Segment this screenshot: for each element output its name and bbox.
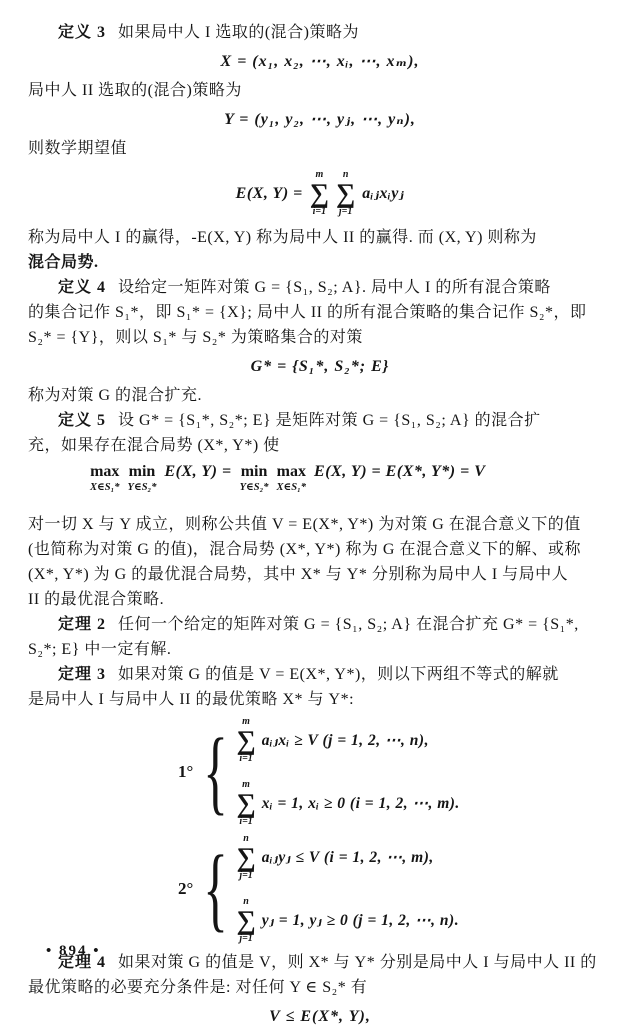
formula-g-star: G* = {S₁*, S₂*; E} — [250, 358, 390, 375]
min-operator — [128, 462, 157, 494]
min-operator-2 — [240, 462, 269, 494]
formula-v-inequality: V ≤ E(X*, Y), — [269, 1008, 371, 1025]
thm2-heading-line — [28, 612, 612, 637]
s1r2-upper: m — [242, 779, 250, 790]
expectation-formula — [28, 166, 612, 220]
sum-j-upper: n — [342, 169, 349, 180]
max-op-text: max — [90, 463, 120, 480]
def4-line3: S₂* = {Y}，则以 S₁* 与 S₂* 为策略集合的对策 — [28, 329, 363, 346]
sum-over-i-icon — [310, 169, 329, 217]
thm2-line1-text: 任何一个给定的矩阵对策 G = {S₁, S₂; A} 在混合扩充 G* = {S₁*, — [118, 616, 579, 633]
def3-line1-text: 如果局中人 I 选取的(混合)策略为 — [118, 24, 360, 41]
sum-j-lower: j=1 — [338, 206, 353, 217]
sigma-icon: ∑ — [236, 905, 256, 935]
def5-line1-text: 设 G* = {S₁*, S₂*; E} 是矩阵对策 G = {S₁, S₂; A} 的混合扩 — [118, 412, 541, 429]
def4-heading-line — [28, 275, 612, 300]
def4-line4: 称为对策 G 的混合扩充. — [28, 387, 203, 404]
inequality-system-2 — [178, 833, 612, 944]
min-op-text: min — [128, 463, 156, 480]
s2r1-upper: n — [243, 833, 249, 844]
expectation-lhs: E(X, Y) = — [235, 184, 303, 202]
def5-heading-line — [28, 408, 612, 433]
system2-label: 2° — [178, 879, 194, 898]
thm4-heading-line — [28, 950, 612, 975]
left-brace-icon: { — [203, 836, 229, 941]
system2-rows — [236, 833, 459, 944]
def4-line2: 的集合记作 S₁*，即 S₁* = {X}; 局中人 II 的所有混合策略的集合记作 S₂*，即 — [28, 304, 587, 321]
sigma-icon: ∑ — [336, 178, 356, 208]
thm3-label: 定理 3 — [58, 666, 107, 683]
s1r2-expression: xᵢ = 1, xᵢ ≥ 0 (i = 1, 2, ⋯, m). — [261, 794, 460, 812]
def5-line2: 充，如果存在混合局势 (X*, Y*) 使 — [28, 437, 280, 454]
system1-row1 — [236, 716, 459, 764]
sum-over-j-icon — [336, 169, 355, 217]
s2r2-expression: yⱼ = 1, yⱼ ≥ 0 (j = 1, 2, ⋯, n). — [261, 911, 460, 929]
s1r2-lower: i=1 — [239, 816, 253, 827]
min-op2-sub: Y∈S₂* — [239, 482, 269, 493]
s2r1-lower: j=1 — [239, 870, 253, 881]
expectation-body: aᵢⱼxᵢyⱼ — [362, 184, 405, 202]
s2r2-lower: j=1 — [239, 933, 253, 944]
thm3-line2: 是局中人 I 与局中人 II 的最优策略 X* 与 Y*: — [28, 691, 355, 708]
sum-over-i-icon — [236, 779, 255, 827]
def5-label: 定义 5 — [58, 412, 107, 429]
def5-line3: 对一切 X 与 Y 成立，则称公共值 V = E(X*, Y*) 为对策 G 在混合意义下的值 — [28, 516, 581, 533]
thm3-heading-line — [28, 662, 612, 687]
page-number: • 894 • — [46, 943, 101, 959]
max-op-sub: X∈S₁* — [90, 482, 120, 493]
s1r1-upper: m — [242, 716, 250, 727]
sigma-icon: ∑ — [236, 725, 256, 755]
max-operator-2 — [277, 462, 307, 494]
def3-label: 定义 3 — [58, 24, 107, 41]
thm3-line1-text: 如果对策 G 的值是 V = E(X*, Y*)，则以下两组不等式的解就 — [118, 666, 559, 683]
sum-over-i-icon — [236, 716, 255, 764]
def4-label: 定义 4 — [58, 279, 107, 296]
thm2-line2: S₂*; E} 中一定有解. — [28, 641, 172, 658]
def3-heading-line — [28, 20, 612, 45]
minimax-formula — [90, 462, 612, 506]
s2r2-upper: n — [243, 896, 249, 907]
formula-x-vector: X = (x₁, x₂, ⋯, xᵢ, ⋯, xₘ), — [220, 53, 420, 70]
thm2-label: 定理 2 — [58, 616, 107, 633]
s1r1-expression: aᵢⱼxᵢ ≥ V (j = 1, 2, ⋯, n), — [261, 731, 429, 749]
max-op2-text: max — [276, 463, 306, 480]
thm4-label: 定理 4 — [58, 954, 107, 971]
def5-line5: (X*, Y*) 为 G 的最优混合局势，其中 X* 与 Y* 分别称为局中人 I 与局中人 — [28, 566, 569, 583]
sum-i-upper: m — [315, 169, 324, 180]
thm4-line1-text: 如果对策 G 的值是 V，则 X* 与 Y* 分别是局中人 I 与局中人 II 的 — [118, 954, 597, 971]
min-op2-text: min — [240, 463, 268, 480]
max-operator — [90, 462, 120, 494]
thm4-line2: 最优策略的必要充分条件是: 对任何 Y ∈ S₂* 有 — [28, 979, 368, 996]
system1-label: 1° — [178, 762, 194, 781]
sum-over-j-icon — [236, 896, 255, 944]
min-op-sub: Y∈S₂* — [127, 482, 157, 493]
left-brace-icon: { — [203, 719, 229, 824]
sigma-icon: ∑ — [309, 178, 330, 208]
sum-i-lower: i=1 — [312, 206, 327, 217]
max-op2-sub: X∈S₁* — [276, 482, 307, 493]
sum-over-j-icon — [236, 833, 255, 881]
minimax-mid: E(X, Y) = — [164, 463, 232, 480]
minimax-rhs: E(X, Y) = E(X*, Y*) = V — [314, 463, 486, 480]
system2-row2 — [236, 896, 459, 944]
formula-y-vector: Y = (y₁, y₂, ⋯, yⱼ, ⋯, yₙ), — [224, 111, 416, 128]
def4-line1-text: 设给定一矩阵对策 G = {S₁, S₂; A}. 局中人 I 的所有混合策略 — [118, 279, 551, 296]
sigma-icon: ∑ — [236, 842, 256, 872]
def3-line4: 称为局中人 I 的赢得，-E(X, Y) 称为局中人 II 的赢得. 而 (X, Y) 则称为 — [28, 229, 537, 246]
s1r1-lower: i=1 — [239, 753, 253, 764]
def3-line5: 混合局势. — [28, 254, 99, 271]
inequality-system-1 — [178, 716, 612, 827]
def3-line2: 局中人 II 选取的(混合)策略为 — [28, 82, 242, 99]
system1-row2 — [236, 779, 459, 827]
s2r1-expression: aᵢⱼyⱼ ≤ V (i = 1, 2, ⋯, m), — [261, 848, 434, 866]
def5-line4: (也简称为对策 G 的值)，混合局势 (X*, Y*) 称为 G 在混合意义下的解、或称 — [28, 541, 581, 558]
sigma-icon: ∑ — [236, 788, 256, 818]
system1-rows — [236, 716, 459, 827]
system2-row1 — [236, 833, 459, 881]
def5-line6: II 的最优混合策略. — [28, 591, 165, 608]
def3-line3: 则数学期望值 — [28, 140, 128, 157]
